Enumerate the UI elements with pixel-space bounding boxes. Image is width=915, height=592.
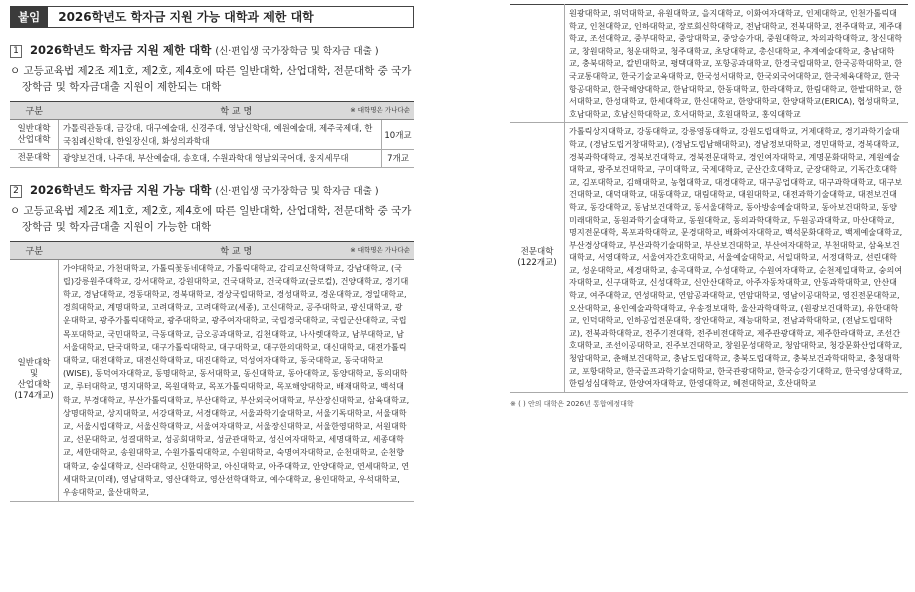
section1-bullet: ㅇ 고등교육법 제2조 제1호, 제2호, 제4호에 따른 일반대학, 산업대학, 전문대학 중 국가장학금 및 학자금대출 지원이 제한되는 대학 [10,65,412,93]
col-school-header [59,241,415,259]
row-list: 가톨릭관동대, 금강대, 대구예술대, 신경주대, 영남신학대, 예원예술대, 제주국제대, 한국침례신학대, 한일장신대, 화성의과학대 [59,120,382,150]
row-type: 일반대학 및 산업대학 (174개교) [10,259,59,502]
eligible-table [10,241,414,503]
section2-subtitle: (신·편입생 국가장학금 및 학자금 대출 ) [215,185,379,197]
row-type: 전문대학 [10,150,59,168]
row-list: 가톨릭상지대학교, 강동대학교, 강릉영동대학교, 강원도립대학교, 거제대학교, 경기과학기술대학교, (경남도립거창대학교), (경남도립남해대학교), 경남정보대학교, 경민대학교, 경복대학교, 경북과학대학교, 경북보건대학교, 경북전문대학교, 경인여자대학교, 계명문화대학교, 계원예술대학교, 광주보건대학교, 구미대학교, 국제대학교, 군산간호대학교, 군장대학교, 기독간호대학교, 김포대학교, 김해대학교, 농협대학교, 대경대학교, 대구공업대학교, 대구과학대학교, 대구보건대학교, 대덕대학교, 대동대학교, 대림대학교, 대원대학교, 대전과학기술대학교, 대전보건대학교, 동강대학교, 동남보건대학교, 동서울대학교, 동아방송예술대학교, 동아보건대학교, 동양미래대학교, 동원과학기술대학교, 동원대학교, 동의과학대학교, 두원공과대학교, 마산대학교, 명지전문대학, 목포과학대학교, 문경대학교, 배화여자대학교, 백석문화대학교, 백제예술대학교, 부산경상대학교, 부산과학기술대학교, 부산보건대학교, 부산여자대학교, 부천대학교, 삼육보건대학교, 서영대학교, 서울여자간호대학교, 서울예술대학교, 서일대학교, 서정대학교, 선린대학교, 성운대학교, 세경대학교, 송곡대학교, 수성대학교, 수원여자대학교, 순천제일대학교, 숭의여자대학교, 신구대학교, 신성대학교, 신안산대학교, 아주자동차대학교, 안동과학대학교, 안산대학교, 여주대학교, 연성대학교, 연암공과대학교, 연암대학교, 영남이공대학교, 영진전문대학교, 오산대학교, 용인예술과학대학교, 우송정보대학, 울산과학대학교, (원광보건대학교), 유한대학교, 인덕대학교, 인하공업전문대학, 장안대학교, 재능대학교, 전남과학대학교, (전남도립대학교), 전북과학대학교, 전주기전대학, 전주비전대학교, 제주관광대학교, 제주한라대학교, 조선간호대학교, 조선이공대학교, 진주보건대학교, 창원문성대학교, 청암대학교, 청강문화산업대학교, 청암대학교, 춘해보건대학교, 충남도립대학교, 충북도립대학교, 충북보건과학대학교, 충청대학교, 포항대학교, 한국골프과학기술대학교, 한국관광대학교, 한국승강기대학교, 한국영상대학교, 한림성심대학교, 한양여자대학교, 한영대학교, 혜전대학교, 호산대학교 [565,123,909,392]
col-school-label: 학 교 명 [220,107,253,117]
section1-title: 2026학년도 학자금 지원 제한 대학 [30,43,212,57]
row-type: 전문대학 (122개교) [510,123,565,392]
sort-note: ※ 대학명은 가나다순 [350,106,410,114]
title-row [10,6,414,28]
section2-number: 2 [10,185,22,198]
row-list: 광양보건대, 나주대, 부산예술대, 송호대, 수원과학대 영남외국어대, 웅지세무대 [59,150,382,168]
col-school-label: 학 교 명 [220,246,253,257]
table-row [510,123,908,392]
row-list: 원광대학교, 위덕대학교, 유원대학교, 을지대학교, 이화여자대학교, 인제대학교, 인천가톨릭대학교, 인천대학교, 인하대학교, 장로회신학대학교, 전남대학교, 전북대학교, 전주대학교, 제주대학교, 조선대학교, 중부대학교, 중앙대학교, 중앙승가대, 중원대학교, 차의과학대학교, 창신대학교, 창원대학교, 청운대학교, 청주대학교, 초당대학교, 총신대학교, 추계예술대학교, 충남대학교, 충북대학교, 칼빈대학교, 평택대학교, 포항공과대학교, 한경국립대학교, 한국공학대학교, 한국교통대학교, 한국기술교육대학교, 한국성서대학교, 한국외국어대학교, 한국체육대학교, 한국항공대학교, 한국해양대학교, 한남대학교, 한동대학교, 한라대학교, 한림대학교, 한밭대학교, 한서대학교, 한성대학교, 한세대학교, 한신대학교, 한양대학교, 한양대학교(ERICA), 협성대학교, 호남대학교, 호남신학대학교, 호서대학교, 호원대학교, 홍익대학교 [565,5,909,123]
table-row [10,150,414,168]
table-row [10,259,414,502]
row-list: 가야대학교, 가천대학교, 가톨릭꽃동네대학교, 가톨릭대학교, 감리교신학대학교, 강남대학교, (국립)강릉원주대학교, 강서대학교, 강원대학교, 건국대학교, 건국대학교(글로컬), 건양대학교, 경기대학교, 경남대학교, 경동대학교, 경북대학교, 경상국립대학교, 경성대학교, 경운대학교, 경일대학교, 경희대학교, 계명대학교, 고려대학교, 고려대학교(세종), 고신대학교, 공주대학교, 광신대학교, 광운대학교, 광주가톨릭대학교, 광주대학교, 광주여자대학교, 국립경국대학교, 국립군산대학교, 국립목포대학교, 국민대학교, 극동대학교, 금오공과대학교, 김천대학교, 나사렛대학교, 남부대학교, 남서울대학교, 단국대학교, 대구가톨릭대학교, 대구대학교, 대구한의대학교, 대신대학교, 대전가톨릭대학교, 대전대학교, 대전신학대학교, 대진대학교, 덕성여자대학교, 동국대학교, 동국대학교(WISE), 동덕여자대학교, 동명대학교, 동서대학교, 동신대학교, 동아대학교, 동양대학교, 동의대학교, 루터대학교, 명지대학교, 목원대학교, 목포가톨릭대학교, 목포해양대학교, 배재대학교, 백석대학교, 부경대학교, 부산가톨릭대학교, 부산대학교, 부산외국어대학교, 부산장신대학교, 삼육대학교, 상명대학교, 상지대학교, 서강대학교, 서경대학교, 서울과학기술대학교, 서울기독대학교, 서울대학교, 서울시립대학교, 서울신학대학교, 서울여자대학교, 서울장신대학교, 서울한영대학교, 서원대학교, 선문대학교, 성결대학교, 성공회대학교, 성균관대학교, 성신여자대학교, 세명대학교, 세종대학교, 세한대학교, 송원대학교, 수원가톨릭대학교, 수원대학교, 숙명여자대학교, 순천대학교, 순천향대학교, 숭실대학교, 신라대학교, 신한대학교, 아신대학교, 아주대학교, 안양대학교, 연세대학교, 연세대학교(미래), 영남대학교, 영산대학교, 영산선학대학교, 예수대학교, 용인대학교, 우석대학교, 우송대학교, 울산대학교, [59,259,415,502]
row-count: 7개교 [382,150,415,168]
col-type-header: 구분 [10,241,59,259]
row-count: 10개교 [382,120,415,150]
restricted-table [10,101,414,168]
section2-title: 2026학년도 학자금 지원 가능 대학 [30,182,212,197]
row-type: 일반대학 산업대학 [10,120,59,150]
attachment-badge: 붙임 [10,6,48,28]
table-row [10,120,414,150]
table-row [510,5,908,123]
section2-heading [10,182,414,198]
eligible-table-continued [510,4,908,393]
col-school-header [59,102,415,120]
col-type-header: 구분 [10,102,59,120]
footnote: ※ ( ) 안의 대학은 2026년 통합예정대학 [510,399,634,408]
page-title: 2026학년도 학자금 지원 가능 대학과 제한 대학 [48,6,414,28]
right-column [510,4,908,409]
sort-note: ※ 대학명은 가나다순 [350,245,410,254]
row-type [510,5,565,123]
left-column [10,6,414,502]
section2-bullet: ㅇ 고등교육법 제2조 제1호, 제2호, 제4호에 따른 일반대학, 산업대학, 전문대학 중 국가장학금 및 학자금대출 지원이 가능한 대학 [10,204,412,233]
section1-number: 1 [10,45,22,58]
section1-heading [10,42,414,58]
section1-subtitle: (신·편입생 국가장학금 및 학자금 대출 ) [215,46,379,57]
